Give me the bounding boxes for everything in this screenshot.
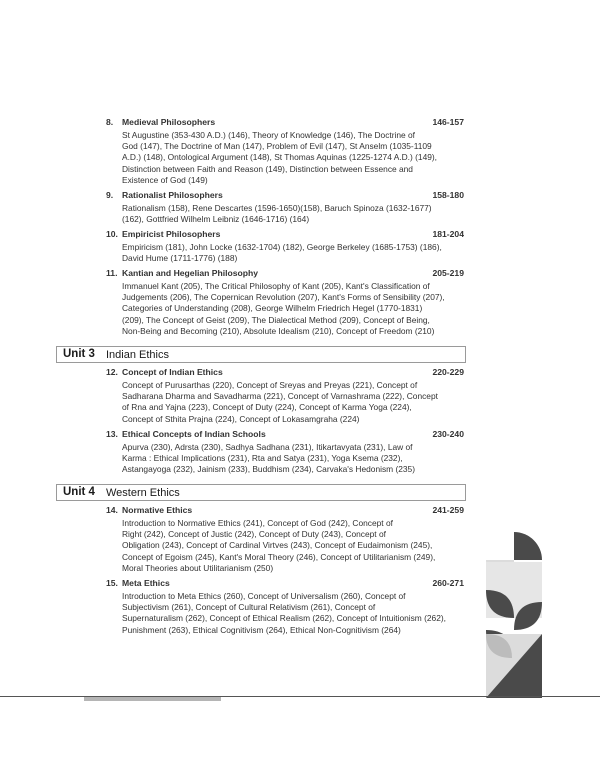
entry-pages: 205-219 xyxy=(432,268,464,278)
entry-line: Non-Being and Becoming (210), Absolute Idealism (210), Concept of Freedom (210) xyxy=(122,325,435,336)
entry-line: David Hume (1711-1776) (188) xyxy=(122,253,238,264)
entry-title: Medieval Philosophers xyxy=(122,117,216,127)
entry-number: 15. xyxy=(106,578,118,588)
entry-title: Empiricist Philosophers xyxy=(122,229,221,239)
toc-entry-14 xyxy=(106,505,464,574)
entry-line: Apurva (230), Adrsta (230), Sadhya Sadhana (231), Itikartavyata (231), Law of xyxy=(122,442,413,452)
toc-entry-15 xyxy=(106,578,464,636)
unit-title: Western Ethics xyxy=(106,487,180,499)
entry-line: Judgements (206), The Copernican Revolution (207), Kant's Forms of Sensibility (207), xyxy=(122,292,445,303)
footer-accent-bar xyxy=(84,697,221,701)
unit-4-header xyxy=(56,484,466,501)
entry-line: Rationalism (158), Rene Descartes (1596-1650)(158), Baruch Spinoza (1632-1677) xyxy=(122,203,432,213)
entry-title: Normative Ethics xyxy=(122,505,193,515)
entry-number: 9. xyxy=(106,190,114,200)
entry-line: Obligation (243), Concept of Cardinal Virtves (243), Concept of Eudaimonism (245), xyxy=(122,540,433,551)
entry-line: Concept of Sthita Prajna (224), Concept of Lokasamgraha (224) xyxy=(122,413,360,424)
entry-pages: 230-240 xyxy=(432,429,464,439)
entry-number: 8. xyxy=(106,117,114,127)
entry-line: Distinction between Faith and Reason (149), Distinction between Essence and xyxy=(122,163,413,174)
entry-line: (209), The Concept of Geist (209), The Dialectical Method (209), Concept of Being, xyxy=(122,314,430,325)
entry-line: Introduction to Normative Ethics (241), Concept of God (242), Concept of xyxy=(122,518,393,528)
entry-line: Right (242), Concept of Justic (242), Concept of Duty (243), Concept of xyxy=(122,529,386,540)
toc-entry-9 xyxy=(106,190,464,225)
entry-line: Sadharana Dharma and Savadharma (221), Concept of Varnashrama (222), Concept xyxy=(122,391,438,402)
entry-line: Subjectivism (261), Concept of Cultural Relativism (261), Concept of xyxy=(122,602,376,613)
entry-line: Categories of Understanding (208), George Wilhelm Friedrich Hegel (1770-1831) xyxy=(122,303,423,314)
entry-line: Astangayoga (232), Jainism (233), Buddhism (234), Carvaka's Hedonism (235) xyxy=(122,464,415,475)
entry-title: Ethical Concepts of Indian Schools xyxy=(122,429,266,439)
entry-line: Karma : Ethical Implications (231), Rta and Satya (231), Yoga Ksema (232), xyxy=(122,453,403,464)
entry-pages: 146-157 xyxy=(432,117,464,127)
toc-entry-13 xyxy=(106,429,464,476)
entry-number: 13. xyxy=(106,429,118,439)
entry-title: Concept of Indian Ethics xyxy=(122,367,223,377)
entry-line: Introduction to Meta Ethics (260), Concept of Universalism (260), Concept of xyxy=(122,591,406,601)
toc-entry-11 xyxy=(106,268,464,337)
entry-number: 12. xyxy=(106,367,118,377)
entry-line: A.D.) (148), Ontological Argument (148), St Thomas Aquinas (1225-1274 A.D.) (149), xyxy=(122,152,437,163)
entry-line: Concept of Egoism (245), Kant's Moral Theory (246), Concept of Utilitarianism (249), xyxy=(122,551,436,562)
entry-line: Punishment (263), Ethical Cognitivism (264), Ethical Non-Cognitivism (264) xyxy=(122,624,401,635)
entry-pages: 241-259 xyxy=(432,505,464,515)
entry-number: 14. xyxy=(106,505,118,515)
decorative-shapes-graphic xyxy=(484,530,544,698)
entry-line: St Augustine (353-430 A.D.) (146), Theory of Knowledge (146), The Doctrine of xyxy=(122,130,415,140)
entry-line: Existence of God (149) xyxy=(122,174,208,185)
entry-pages: 220-229 xyxy=(432,367,464,377)
entry-number: 11. xyxy=(106,268,118,278)
entry-pages: 158-180 xyxy=(432,190,464,200)
half-circle-shape xyxy=(514,532,542,560)
entry-line: (162), Gottfried Wilhelm Leibniz (1646-1716) (164) xyxy=(122,214,310,225)
entry-line: Immanuel Kant (205), The Critical Philosophy of Kant (205), Kant's Classification of xyxy=(122,281,430,291)
entry-line: God (147), The Doctrine of Man (147), Problem of Evil (147), St Anselm (1035-1109 xyxy=(122,141,432,152)
entry-title: Kantian and Hegelian Philosophy xyxy=(122,268,259,278)
entry-line: Concept of Purusarthas (220), Concept of Sreyas and Preyas (221), Concept of xyxy=(122,380,418,390)
entry-number: 10. xyxy=(106,229,118,239)
entry-title: Rationalist Philosophers xyxy=(122,190,223,200)
entry-line: Supernaturalism (262), Concept of Ethical Realism (262), Concept of Intuitionism (262), xyxy=(122,613,446,624)
toc-entry-12 xyxy=(106,367,464,425)
entry-line: of Rna and Yajna (223), Concept of Duty (224), Concept of Karma Yoga (224), xyxy=(122,402,412,413)
toc-entry-10 xyxy=(106,229,464,264)
unit-3-header xyxy=(56,346,466,363)
entry-pages: 181-204 xyxy=(432,229,464,239)
unit-label: Unit 4 xyxy=(63,486,95,498)
entry-title: Meta Ethics xyxy=(122,578,170,588)
entry-pages: 260-271 xyxy=(432,578,464,588)
entry-line: Empiricism (181), John Locke (1632-1704) (182), George Berkeley (1685-1753) (186), xyxy=(122,242,442,252)
unit-title: Indian Ethics xyxy=(106,349,169,361)
toc-entry-8 xyxy=(106,117,464,186)
unit-label: Unit 3 xyxy=(63,348,95,360)
entry-line: Moral Theories about Utilitarianism (250) xyxy=(122,562,274,573)
